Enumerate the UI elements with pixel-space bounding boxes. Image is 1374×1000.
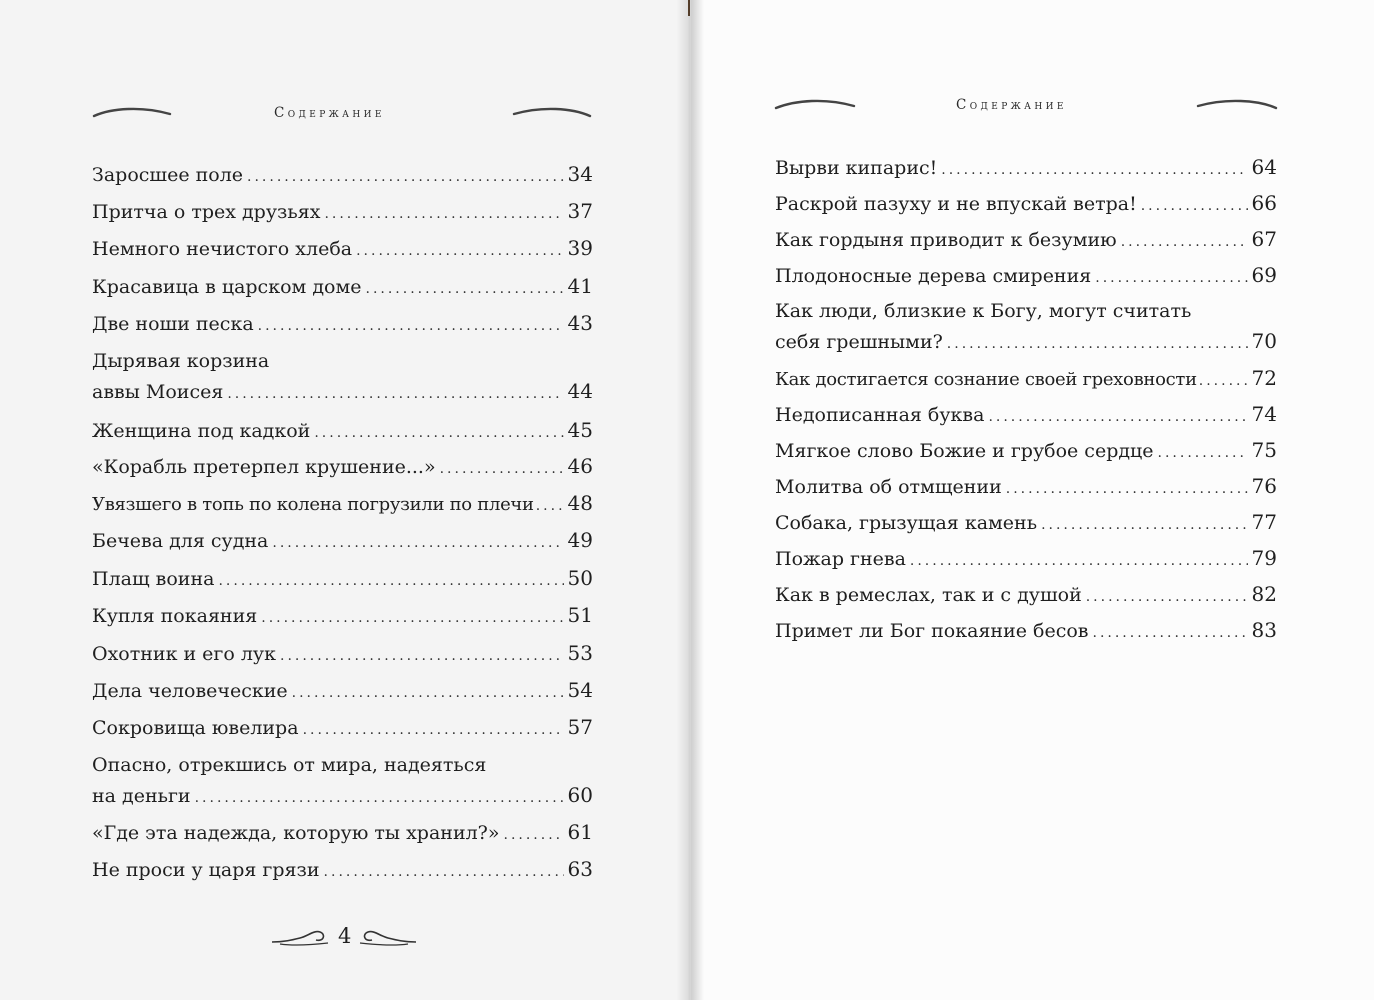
- toc-entry: [92, 491, 593, 518]
- entry-page: 49: [567, 528, 593, 552]
- entry-page: 54: [567, 678, 593, 702]
- entry-title: Сокровища ювелира: [92, 717, 299, 739]
- dot-leader: [1158, 441, 1248, 465]
- page-number: 4: [338, 924, 352, 948]
- dot-leader: [504, 823, 564, 847]
- dot-leader: [536, 494, 566, 518]
- dot-leader: [314, 421, 563, 445]
- entry-title: Как гордыня приводит к безумию: [775, 229, 1117, 251]
- entry-title: Увязшего в топь по колена погрузили по плечи: [92, 494, 534, 515]
- entry-title: Молитва об отмщении: [775, 476, 1002, 498]
- toc-entry: [775, 474, 1277, 501]
- entry-page: 66: [1251, 191, 1277, 215]
- entry-page: 37: [567, 199, 593, 223]
- entry-title: Красавица в царском доме: [92, 276, 362, 298]
- entry-page: 61: [567, 820, 593, 844]
- toc-entry: [775, 438, 1277, 465]
- entry-title: Мягкое слово Божие и грубое сердце: [775, 440, 1154, 462]
- toc-entry: [92, 566, 593, 593]
- toc-entry: [775, 227, 1277, 254]
- entry-page: 45: [567, 418, 593, 442]
- entry-page: 43: [567, 311, 593, 335]
- entry-title-line1: Дырявая корзина: [92, 350, 270, 372]
- entry-title: Пожар гнева: [775, 548, 906, 570]
- entry-page: 82: [1251, 582, 1277, 606]
- toc-entry: [92, 641, 593, 668]
- entry-page: 79: [1251, 546, 1277, 570]
- toc-entry: [92, 678, 593, 705]
- toc-entry: [775, 546, 1277, 573]
- entry-page: 67: [1251, 227, 1277, 251]
- swash-ornament-icon: [512, 104, 592, 120]
- entry-page: 83: [1251, 618, 1277, 642]
- toc-entry: [92, 528, 593, 555]
- toc-entry: [92, 857, 593, 884]
- entry-page: 57: [567, 715, 593, 739]
- dot-leader: [1095, 266, 1247, 290]
- dot-leader: [247, 165, 564, 189]
- toc-entry: [775, 582, 1277, 609]
- entry-title: Дела человеческие: [92, 680, 288, 702]
- toc-entry: [92, 199, 593, 226]
- toc-entry: [775, 191, 1277, 218]
- entry-page: 46: [567, 454, 593, 478]
- entry-title: Примет ли Бог покаяние бесов: [775, 620, 1089, 642]
- dot-leader: [280, 644, 564, 668]
- entry-title: Притча о трех друзьях: [92, 201, 321, 223]
- entry-page: 69: [1251, 263, 1277, 287]
- toc-entry: [92, 236, 593, 263]
- flourish-ornament-icon: [270, 926, 332, 948]
- entry-page: 50: [567, 566, 593, 590]
- entry-page: 64: [1251, 155, 1277, 179]
- dot-leader: [303, 718, 564, 742]
- entry-title: Охотник и его лук: [92, 643, 276, 665]
- toc-entry: [775, 329, 1277, 356]
- swash-ornament-icon: [1196, 96, 1278, 112]
- dot-leader: [1006, 477, 1248, 501]
- toc-entry: [92, 715, 593, 742]
- toc-entry: [775, 618, 1277, 645]
- entry-title: Недописанная буква: [775, 404, 985, 426]
- entry-page: 77: [1251, 510, 1277, 534]
- dot-leader: [941, 158, 1247, 182]
- entry-title: на деньги: [92, 785, 191, 807]
- toc-entry: [92, 274, 593, 301]
- dot-leader: [1199, 369, 1250, 393]
- toc-entry: [92, 454, 593, 481]
- dot-leader: [227, 382, 563, 406]
- entry-page: 44: [567, 379, 593, 403]
- entry-page: 70: [1251, 329, 1277, 353]
- page-header: Содержание: [956, 97, 1067, 113]
- entry-title: Бечева для судна: [92, 530, 269, 552]
- swash-ornament-icon: [92, 104, 172, 120]
- entry-title: «Корабль претерпел крушение...»: [92, 456, 436, 478]
- dot-leader: [1086, 585, 1248, 609]
- right-page: [690, 0, 1374, 1000]
- toc-entry: [92, 783, 593, 810]
- entry-page: 74: [1251, 402, 1277, 426]
- entry-title: Не проси у царя грязи: [92, 859, 320, 881]
- entry-page: 72: [1251, 366, 1277, 390]
- dot-leader: [324, 860, 564, 884]
- dot-leader: [258, 314, 564, 338]
- dot-leader: [218, 569, 563, 593]
- dot-leader: [292, 681, 564, 705]
- toc-entry: [92, 418, 593, 445]
- dot-leader: [261, 606, 563, 630]
- entry-title: Собака, грызущая камень: [775, 512, 1038, 534]
- entry-title: «Где эта надежда, которую ты хранил?»: [92, 822, 500, 844]
- dot-leader: [910, 549, 1248, 573]
- toc-entry: [775, 263, 1277, 290]
- entry-title: себя грешными?: [775, 331, 943, 353]
- toc-entry: [92, 379, 593, 406]
- entry-title: Плащ воина: [92, 568, 215, 590]
- toc-entry: [92, 603, 593, 630]
- entry-page: 60: [567, 783, 593, 807]
- dot-leader: [988, 405, 1247, 429]
- entry-page: 63: [567, 857, 593, 881]
- entry-page: 53: [567, 641, 593, 665]
- toc-entry: [92, 162, 593, 189]
- entry-title-line1: Опасно, отрекшись от мира, надеяться: [92, 754, 487, 776]
- entry-title: аввы Моисея: [92, 381, 224, 403]
- entry-page: 51: [567, 603, 593, 627]
- entry-page: 48: [567, 491, 593, 515]
- toc-entry: [775, 510, 1277, 537]
- entry-title: Женщина под кадкой: [92, 420, 311, 442]
- toc-entry: [775, 402, 1277, 429]
- entry-title: Две ноши песка: [92, 313, 254, 335]
- entry-title: Как в ремеслах, так и с душой: [775, 584, 1082, 606]
- dot-leader: [356, 239, 563, 263]
- toc-entry: [775, 366, 1277, 393]
- entry-title: Как достигается сознание своей греховности: [775, 369, 1197, 390]
- entry-page: 76: [1251, 474, 1277, 498]
- entry-title: Вырви кипарис!: [775, 157, 938, 179]
- toc-entry: [775, 155, 1277, 182]
- toc-entry: [92, 311, 593, 338]
- entry-title: Раскрой пазуху и не впускай ветра!: [775, 193, 1137, 215]
- page-header: Содержание: [274, 105, 385, 121]
- entry-title: Заросшее поле: [92, 164, 244, 186]
- book-spine-shadow: [676, 0, 704, 1000]
- dot-leader: [272, 531, 563, 555]
- dot-leader: [440, 457, 564, 481]
- toc-entry: [92, 820, 593, 847]
- dot-leader: [1093, 621, 1248, 645]
- entry-page: 34: [567, 162, 593, 186]
- dot-leader: [947, 332, 1248, 356]
- dot-leader: [366, 277, 564, 301]
- entry-title: Плодоносные дерева смирения: [775, 265, 1092, 287]
- dot-leader: [1041, 513, 1247, 537]
- dot-leader: [324, 202, 563, 226]
- entry-page: 39: [567, 236, 593, 260]
- entry-page: 41: [567, 274, 593, 298]
- entry-page: 75: [1251, 438, 1277, 462]
- entry-title-line1: Как люди, близкие к Богу, могут считать: [775, 300, 1192, 322]
- entry-title: Немного нечистого хлеба: [92, 238, 353, 260]
- dot-leader: [1121, 230, 1248, 254]
- dot-leader: [1141, 194, 1248, 218]
- dot-leader: [195, 786, 564, 810]
- entry-title: Купля покаяния: [92, 605, 258, 627]
- flourish-ornament-icon: [356, 926, 418, 948]
- swash-ornament-icon: [774, 96, 856, 112]
